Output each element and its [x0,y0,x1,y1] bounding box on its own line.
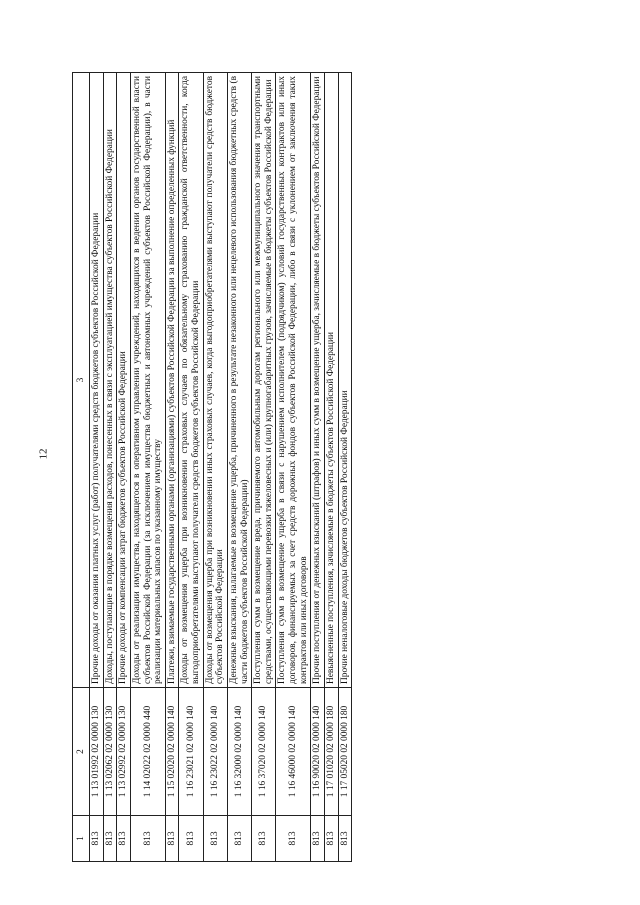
table-row [252,73,276,862]
column-header-1: 1 [73,816,90,862]
revenue-code-cell: 1 16 23022 02 0000 140 [203,688,227,816]
revenue-code-cell: 1 16 46000 02 0000 140 [276,688,311,816]
admin-code-cell: 813 [203,816,227,862]
admin-code-cell: 813 [179,816,203,862]
table-row [324,73,338,862]
revenue-code-cell: 1 14 02022 02 0000 440 [130,688,165,816]
revenue-name-cell: Платежи, взимаемые государственными органами (организациями) субъектов Российской Федерации за выполнение определенных функций [165,73,179,688]
admin-code-cell: 813 [276,816,311,862]
revenue-name-cell: Доходы от реализации имущества, находящегося в оперативном управлении учреждений, находящихся в ведении органов государственной власти субъектов Российской Федерации (за исключением имущества бюджетных и автономных учреждений субъектов Российской Федерации), в части реализации материальных запасов по указанному имуществу [130,73,165,688]
admin-code-cell: 813 [311,816,325,862]
revenue-name-cell: Доходы, поступающие в порядке возмещения расходов, понесенных в связи с эксплуатацией имущества субъектов Российской Федерации [103,73,117,688]
table-row [179,73,203,862]
revenue-code-cell: 1 16 32000 02 0000 140 [227,688,251,816]
admin-code-cell: 813 [117,816,131,862]
admin-code-cell: 813 [227,816,251,862]
table-row [130,73,165,862]
rotated-table-container [72,72,620,862]
revenue-name-cell: Прочие доходы от оказания платных услуг (работ) получателями средств бюджетов субъектов Российской Федерации [90,73,104,688]
revenue-name-cell: Прочие неналоговые доходы бюджетов субъектов Российской Федерации [338,73,352,688]
table-row [203,73,227,862]
table-row [117,73,131,862]
admin-code-cell: 813 [338,816,352,862]
admin-code-cell: 813 [90,816,104,862]
table-row [165,73,179,862]
revenue-name-cell: Денежные взыскания, налагаемые в возмещение ущерба, причиненного в результате незаконного или нецелевого использования бюджетных средств (в части бюджетов субъектов Российской Федерации) [227,73,251,688]
column-header-2: 2 [73,688,90,816]
table-row [90,73,104,862]
page-number: 12 [37,448,50,460]
revenue-code-cell: 1 16 23021 02 0000 140 [179,688,203,816]
revenue-code-cell: 1 13 02992 02 0000 130 [117,688,131,816]
table-row [276,73,311,862]
table-row [338,73,352,862]
revenue-name-cell: Прочие доходы от компенсации затрат бюджетов субъектов Российской Федерации [117,73,131,688]
admin-code-cell: 813 [103,816,117,862]
column-header-3: 3 [73,73,90,688]
revenue-code-cell: 1 16 37020 02 0000 140 [252,688,276,816]
revenue-code-cell: 1 17 01020 02 0000 180 [324,688,338,816]
revenue-name-cell: Доходы от возмещения ущерба при возникновении иных страховых случаев, когда выгодоприобретателями выступают получатели средств бюджетов субъектов Российской Федерации [203,73,227,688]
revenue-name-cell: Невыясненные поступления, зачисляемые в бюджеты субъектов Российской Федерации [324,73,338,688]
revenue-name-cell: Прочие поступления от денежных взысканий (штрафов) и иных сумм в возмещение ущерба, зачисляемые в бюджеты субъектов Российской Федерации [311,73,325,688]
revenue-code-cell: 1 17 05020 02 0000 180 [338,688,352,816]
table-row [311,73,325,862]
admin-code-cell: 813 [324,816,338,862]
revenue-code-cell: 1 13 02062 02 0000 130 [103,688,117,816]
revenue-name-cell: Поступления сумм в возмещение ущерба в связи с нарушением исполнителем (подрядчиком) условий государственных контрактов или иных договоров, финансируемых за счет средств дорожных фондов субъектов Российской Федерации, либо в связи с уклонением от заключения таких контрактов или иных договоров [276,73,311,688]
revenue-code-cell: 1 15 02020 02 0000 140 [165,688,179,816]
revenue-code-cell: 1 13 01992 02 0000 130 [90,688,104,816]
table-row [103,73,117,862]
admin-code-cell: 813 [165,816,179,862]
table-row [227,73,251,862]
revenue-name-cell: Доходы от возмещения ущерба при возникновении страховых случаев по обязательному страхованию гражданской ответственности, когда выгодоприобретателями выступают получатели средств бюджетов субъектов Российской Федерации [179,73,203,688]
revenue-code-cell: 1 16 90020 02 0000 140 [311,688,325,816]
revenue-name-cell: Поступления сумм в возмещение вреда, причиняемого автомобильным дорогам регионального или межмуниципального значения транспортными средствами, осуществляющими перевозки тяжеловесных и (или) крупногабаритных грузов, зачисляемые в бюджеты субъектов Российской Федерации [252,73,276,688]
table-body [90,73,352,862]
revenue-codes-table [72,72,352,862]
header-row [73,73,90,862]
admin-code-cell: 813 [130,816,165,862]
admin-code-cell: 813 [252,816,276,862]
